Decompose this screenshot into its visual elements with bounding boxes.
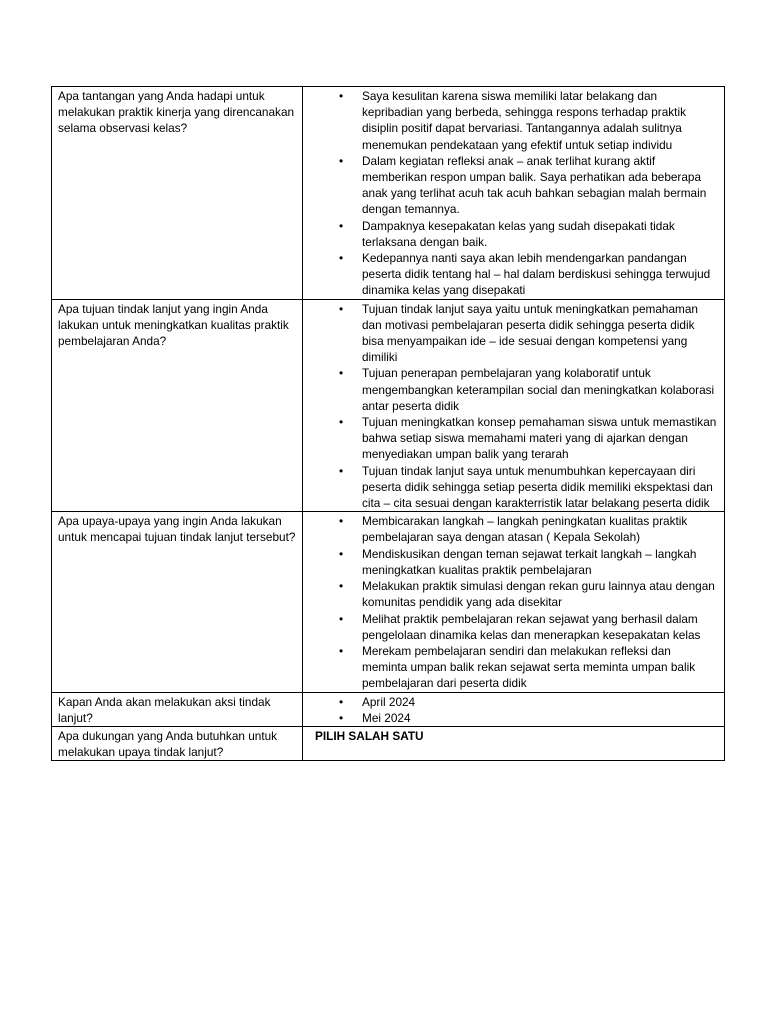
bullet-icon: • (339, 251, 344, 266)
bullet-icon: • (339, 579, 344, 594)
bullet-icon: • (339, 89, 344, 103)
table-row (52, 87, 725, 300)
answer-list (309, 88, 719, 299)
list-item-text: Mendiskusikan dengan teman sejawat terkait langkah – langkah meningkatkan kualitas praktik pembelajaran (362, 546, 697, 577)
table-row (52, 512, 725, 692)
list-item (309, 546, 719, 578)
bullet-icon: • (339, 514, 344, 529)
list-item (309, 643, 719, 692)
list-item-text: Tujuan penerapan pembelajaran yang kolaboratif untuk mengembangkan keterampilan social dan meningkatkan kolaborasi antar peserta didik (362, 366, 715, 413)
list-item (309, 153, 719, 218)
answer-cell (303, 512, 725, 692)
answer-list (309, 513, 719, 691)
list-item (309, 365, 719, 414)
bullet-icon: • (339, 301, 344, 316)
list-item-text: Melakukan praktik simulasi dengan rekan guru lainnya atau dengan komunitas pendidik yang ada disekitar (362, 579, 715, 610)
list-item-text: Membicarakan langkah – langkah peningkatan kualitas praktik pembelajaran saya dengan atasan ( Kepala Sekolah) (362, 514, 688, 545)
list-item-text: Dalam kegiatan refleksi anak – anak terlihat kurang aktif memberikan respon umpan balik. Saya perhatikan ada beberapa anak yang terlihat acuh tak acuh bahkan sebagian malah bermain dengan temannya. (362, 153, 707, 217)
list-item-text: Tujuan tindak lanjut saya untuk menumbuhkan kepercayaan diri peserta didik sehingga setiap peserta didik memiliki ekspektasi dan cita – cita sesuai dengan karakterristik latar belakang peserta didik (362, 463, 713, 511)
bullet-icon: • (339, 546, 344, 561)
question-cell: Apa dukungan yang Anda butuhkan untuk melakukan upaya tindak lanjut? (52, 726, 303, 760)
list-item-text: Tujuan meningkatkan konsep pemahaman siswa untuk memastikan bahwa setiap siswa memahami materi yang di ajarkan dengan menyediakan umpan balik yang terarah (362, 415, 717, 462)
answer-list (309, 694, 719, 726)
question-cell: Kapan Anda akan melakukan aksi tindak lanjut? (52, 692, 303, 726)
question-cell: Apa tujuan tindak lanjut yang ingin Anda lakukan untuk meningkatkan kualitas praktik pembelajaran Anda? (52, 299, 303, 512)
list-item (309, 250, 719, 299)
list-item (309, 463, 719, 512)
bullet-icon: • (339, 611, 344, 626)
list-item (309, 88, 719, 153)
bullet-icon: • (339, 643, 344, 658)
answer-cell (303, 87, 725, 300)
list-item (309, 218, 719, 250)
list-item-text: Kedepannya nanti saya akan lebih mendengarkan pandangan peserta didik tentang hal – hal dalam berdiskusi sehingga terwujud dinamika kelas yang disepakati (362, 251, 711, 298)
bullet-icon: • (339, 463, 344, 478)
list-item-text: April 2024 (362, 694, 416, 709)
question-cell: Apa tantangan yang Anda hadapi untuk melakukan praktik kinerja yang direncanakan selama observasi kelas? (52, 87, 303, 300)
reflection-table (51, 86, 725, 761)
bullet-icon: • (339, 153, 344, 168)
list-item (309, 578, 719, 610)
answer-bold-text: PILIH SALAH SATU (315, 728, 424, 743)
answer-list (309, 301, 719, 512)
list-item (309, 513, 719, 545)
answer-cell (303, 726, 725, 760)
list-item (309, 301, 719, 366)
list-item-text: Merekam pembelajaran sendiri dan melakukan refleksi dan meminta umpan balik rekan sejawat serta meminta umpan balik pembelajaran dari peserta didik (362, 643, 696, 691)
list-item (309, 710, 719, 726)
bullet-icon: • (339, 694, 344, 709)
table-row (52, 299, 725, 512)
list-item-text: Dampaknya kesepakatan kelas yang sudah disepakati tidak terlaksana dengan baik. (362, 218, 675, 249)
answer-cell (303, 299, 725, 512)
list-item (309, 611, 719, 643)
list-item-text: Mei 2024 (362, 710, 411, 725)
list-item (309, 414, 719, 463)
list-item-text: Melihat praktik pembelajaran rekan sejawat yang berhasil dalam pengelolaan dinamika kelas dan menerapkan kesepakatan kelas (362, 611, 701, 642)
answer-cell (303, 692, 725, 726)
list-item-text: Saya kesulitan karena siswa memiliki latar belakang dan kepribadian yang berbeda, sehingga respons terhadap praktik disiplin positif dapat bervariasi. Tantangannya adalah sulitnya menemukan pendekataan yang efektif untuk setiap individu (362, 89, 686, 152)
bullet-icon: • (339, 218, 344, 233)
bullet-icon: • (339, 415, 344, 430)
bullet-icon: • (339, 710, 344, 725)
list-item (309, 694, 719, 710)
list-item-text: Tujuan tindak lanjut saya yaitu untuk meningkatkan pemahaman dan motivasi pembelajaran peserta didik sehingga peserta didik bisa menyampaikan ide – ide sesuai dengan kompetensi yang dimiliki (362, 301, 698, 365)
table-row (52, 726, 725, 760)
bullet-icon: • (339, 366, 344, 381)
table-row (52, 692, 725, 726)
question-cell: Apa upaya-upaya yang ingin Anda lakukan untuk mencapai tujuan tindak lanjut tersebut? (52, 512, 303, 692)
